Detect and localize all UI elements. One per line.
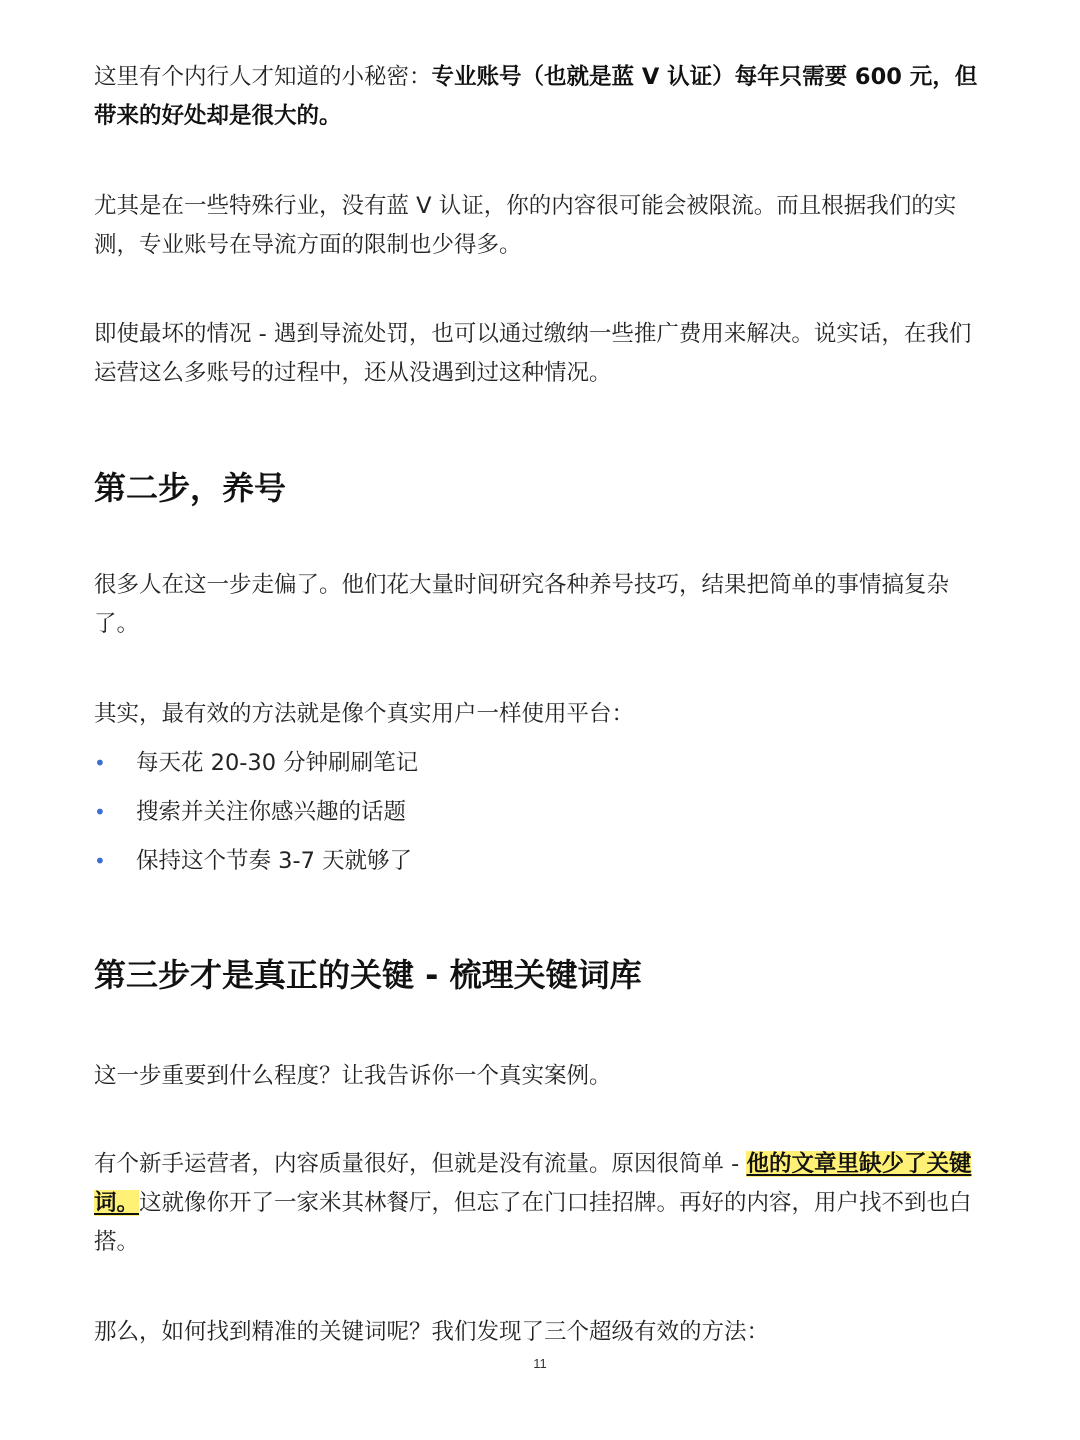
bullet-icon: • (94, 849, 106, 873)
list-item-text: 搜索并关注你感兴趣的话题 (136, 799, 407, 825)
bullet-icon: • (94, 751, 106, 775)
bold-text: 专业账号（也就是蓝 V 认证）每年只需要 600 元，但带来的好处却是很大的。 (94, 64, 978, 129)
paragraph-effective-method: 其实，最有效的方法就是像个真实用户一样使用平台： (94, 701, 635, 727)
paragraph-blue-v-secret (94, 58, 984, 136)
paragraph-three-methods: 那么，如何找到精准的关键词呢？我们发现了三个超级有效的方法： (94, 1319, 770, 1345)
bullet-icon: • (94, 800, 106, 824)
heading-step-two: 第二步，养号 (94, 469, 287, 507)
highlighted-text: 他的文章里缺少了关键词。 (94, 1151, 972, 1216)
paragraph-special-industry: 尤其是在一些特殊行业，没有蓝 V 认证，你的内容很可能会被限流。而且根据我们的实测，专业账号在导流方面的限制也少得多。 (94, 193, 957, 258)
paragraph-case-study (94, 1145, 984, 1262)
list-item-text: 每天花 20-30 分钟刷刷笔记 (136, 750, 419, 776)
page-number: 11 (533, 1356, 547, 1371)
list-item-text: 保持这个节奏 3-7 天就够了 (136, 848, 413, 874)
paragraph-text: 有个新手运营者，内容质量很好，但就是没有流量。原因很简单 - (94, 1151, 747, 1177)
paragraph-worst-case: 即使最坏的情况 - 遇到导流处罚，也可以通过缴纳一些推广费用来解决。说实话，在我们运营这么多账号的过程中，还从没遇到过这种情况。 (94, 321, 972, 386)
heading-step-three: 第三步才是真正的关键 - 梳理关键词库 (94, 956, 642, 994)
paragraph-text: 这就像你开了一家米其林餐厅，但忘了在门口挂招牌。再好的内容，用户找不到也白搭。 (94, 1190, 972, 1255)
paragraph-text: 这里有个内行人才知道的小秘密： (94, 64, 432, 90)
paragraph-common-mistake: 很多人在这一步走偏了。他们花大量时间研究各种养号技巧，结果把简单的事情搞复杂了。 (94, 572, 950, 637)
paragraph-importance: 这一步重要到什么程度？让我告诉你一个真实案例。 (94, 1063, 612, 1089)
